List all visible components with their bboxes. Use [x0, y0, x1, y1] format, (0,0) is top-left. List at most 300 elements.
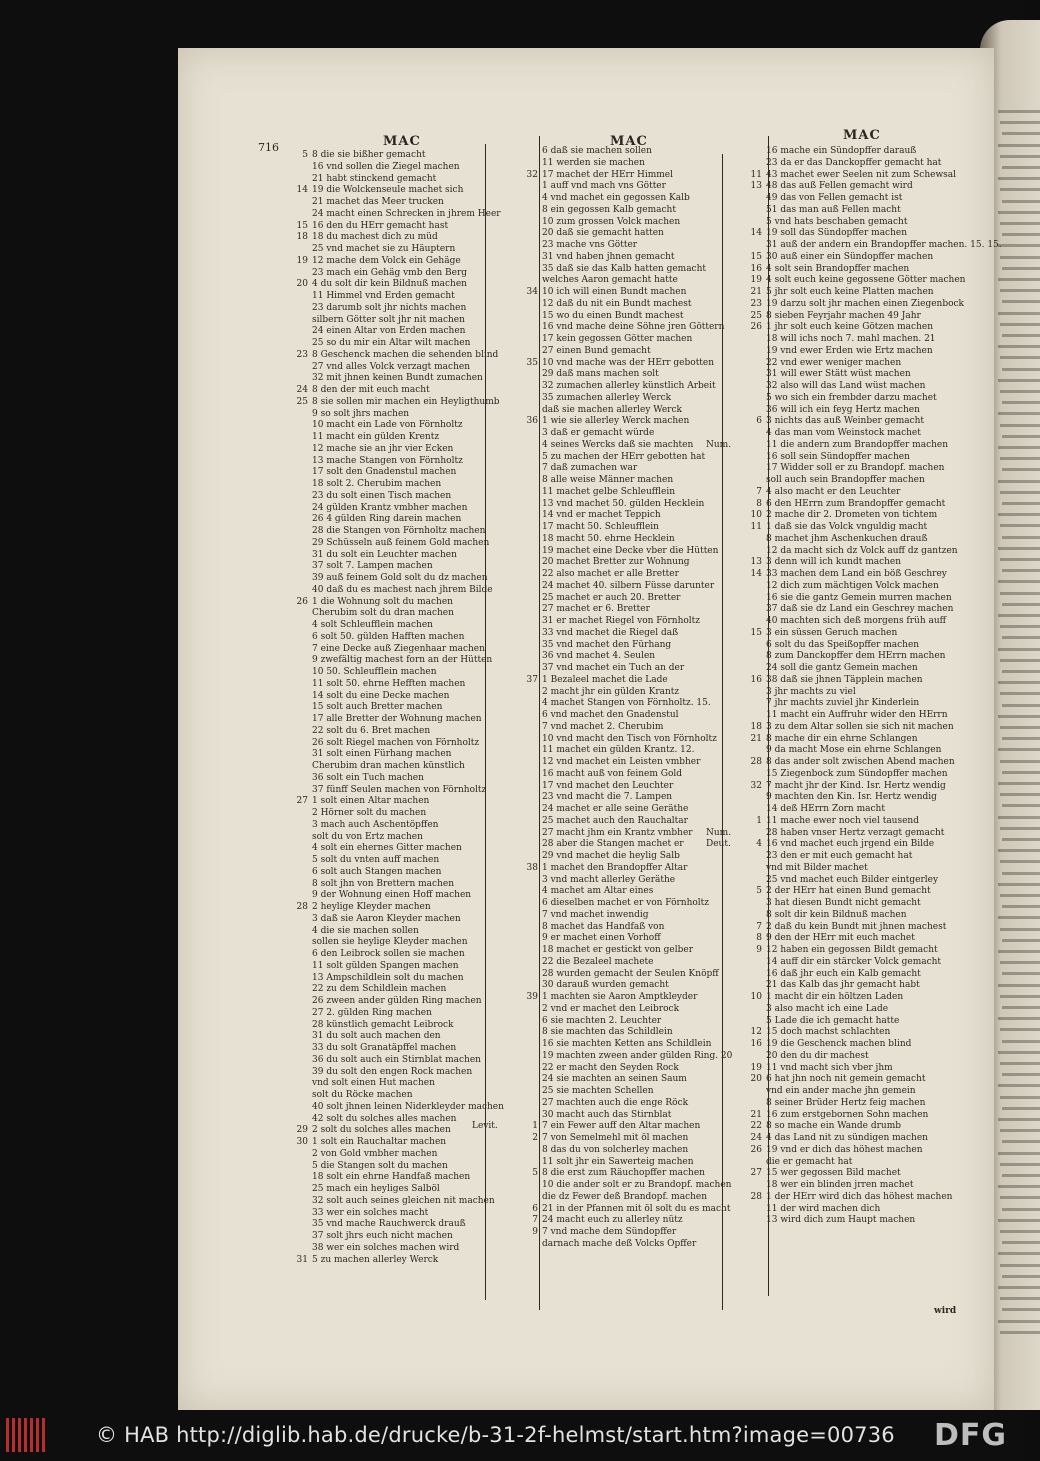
index-entry	[286, 208, 501, 221]
entry-text: 16 zum erstgebornen Sohn machen	[766, 1109, 929, 1120]
entry-text: 2 daß du kein Bundt mit jhnen machest	[766, 921, 947, 932]
chapter-number: 7	[756, 921, 762, 932]
entry-text: 37 solt 7. Lampen machen	[312, 561, 433, 572]
index-entry	[740, 722, 958, 734]
index-entry	[740, 416, 958, 428]
index-entry	[740, 158, 958, 170]
entry-text: 16 vnd machet euch jrgend ein Bilde	[766, 839, 935, 850]
entry-text: 29 daß mans machen solt	[542, 369, 659, 380]
entry-text: 26 4 gülden Ring darein machen	[312, 514, 462, 525]
index-entry	[516, 158, 720, 170]
entry-text: 1 die Wohnung solt du machen	[312, 596, 453, 607]
index-entry	[286, 926, 482, 938]
index-entry	[286, 914, 482, 926]
entry-text: 8 solt jhn von Brettern machen	[312, 878, 455, 889]
entry-text: 8 den der mit euch macht	[312, 385, 430, 395]
index-entry	[516, 933, 720, 945]
entry-text: 18 wer ein blinden jrren machet	[766, 1180, 914, 1190]
chapter-number: 39	[526, 992, 538, 1002]
index-entry	[516, 1239, 720, 1251]
index-entry	[516, 1133, 720, 1145]
index-entry	[286, 714, 482, 726]
entry-text: 11 Himmel vnd Erden gemacht	[312, 291, 455, 301]
index-entry	[516, 287, 720, 299]
index-entry	[516, 1145, 720, 1157]
index-entry	[286, 832, 482, 844]
index-entry	[740, 828, 958, 840]
entry-text: 30 auß einer ein Sündopffer machen	[766, 251, 934, 262]
entry-text: 39 du solt den engen Rock machen	[312, 1066, 473, 1077]
entry-text: 1 daß sie das Volck vnguldig macht	[766, 522, 928, 532]
index-entry	[740, 910, 958, 922]
index-entry	[516, 393, 720, 405]
entry-text: 4 vnd machet ein gegossen Kalb	[542, 193, 690, 203]
chapter-number: 21	[750, 1109, 762, 1120]
index-entry	[516, 416, 720, 428]
index-entry	[516, 170, 720, 182]
index-entry	[286, 503, 482, 515]
entry-text: 11 macht ein gülden Krentz	[312, 432, 440, 442]
chapter-number: 19	[750, 1062, 762, 1073]
index-entry	[286, 1149, 482, 1161]
index-entry	[286, 479, 482, 491]
entry-text: 40 daß du es machest nach jhrem Bilde	[312, 584, 493, 595]
chapter-number: 5	[756, 886, 762, 897]
entry-text: 23 mach ein Gehäg vmb den Berg	[312, 267, 468, 278]
entry-text: 4 das Land nit zu sündigen machen	[766, 1133, 928, 1143]
book-page	[178, 48, 1002, 1410]
entry-text: 1 wie sie allerley Werck machen	[542, 416, 690, 427]
chapter-number: 10	[750, 510, 762, 521]
entry-text: 8 alle weise Männer machen	[542, 475, 674, 485]
index-entry	[516, 804, 720, 816]
chapter-number: 28	[750, 757, 762, 767]
index-entry	[740, 358, 958, 370]
entry-text: 1 solt ein Rauchaltar machen	[312, 1137, 447, 1147]
index-entry	[740, 957, 958, 969]
index-entry	[516, 710, 720, 722]
index-entry	[516, 405, 720, 417]
index-entry	[740, 1063, 958, 1075]
chapter-number: 19	[750, 275, 762, 286]
entry-text: vnd solt einen Hut machen	[312, 1078, 435, 1089]
entry-text: 23 vnd macht die 7. Lampen	[542, 792, 673, 803]
entry-text: 12 da macht sich dz Volck auff dz gantzen	[766, 545, 958, 556]
index-entry	[286, 702, 482, 714]
entry-text: 19 darzu solt jhr machen einen Ziegenbock	[766, 298, 965, 309]
entry-text: 22 zu dem Schildlein machen	[312, 984, 447, 995]
entry-text: 7 jhr machts zuviel jhr Kinderlein	[766, 698, 920, 709]
entry-text: 24 machet 40. silbern Füsse darunter	[542, 580, 715, 591]
index-entry	[740, 1086, 958, 1098]
entry-text: 37 fünff Seulen machen von Förnholtz	[312, 784, 487, 795]
index-entry	[740, 1027, 958, 1039]
index-entry	[286, 843, 482, 855]
chapter-number: 5	[532, 1168, 538, 1179]
chapter-number: 25	[296, 396, 308, 407]
index-entry	[286, 514, 482, 526]
index-entry	[516, 604, 720, 616]
index-entry	[740, 1074, 958, 1086]
index-entry	[286, 679, 482, 691]
entry-text: 21 habt stinckend gemacht	[312, 173, 437, 184]
chapter-number: 11	[750, 522, 762, 532]
entry-text: 25 machet auch den Rauchaltar	[542, 815, 688, 826]
entry-text: 4 du solt dir kein Bildnuß machen	[312, 279, 467, 290]
entry-text: die er gemacht hat	[766, 1156, 853, 1167]
index-entry	[516, 898, 720, 910]
entry-text: 5 zu machen der HErr gebotten hat	[542, 451, 706, 462]
entry-text: 4 machet am Altar eines	[542, 886, 654, 897]
index-entry	[516, 499, 720, 511]
entry-text: 5 wo sich ein frembder darzu machet	[766, 392, 937, 403]
entry-text: Cherubim solt du dran machen	[312, 608, 454, 619]
entry-text: 27 vnd alles Volck verzagt machen	[312, 361, 470, 372]
index-entry	[516, 452, 720, 464]
index-entry	[516, 651, 720, 663]
entry-text: 27 macht jhm ein Krantz vmbher	[542, 827, 693, 838]
index-entry	[740, 252, 958, 264]
index-entry	[740, 781, 958, 793]
entry-text: 10 50. Schleufflein machen	[312, 667, 437, 677]
index-entry	[516, 569, 720, 581]
index-entry	[740, 839, 958, 851]
index-entry	[286, 855, 482, 867]
entry-text: 8 sieben Feyrjahr machen 49 Jahr	[766, 310, 921, 321]
entry-text: 9 so solt jhrs machen	[312, 408, 410, 419]
index-entry	[286, 1067, 482, 1079]
index-entry	[740, 675, 958, 687]
chapter-number: 20	[750, 1074, 762, 1085]
index-entry	[286, 643, 485, 656]
entry-text: 4 solt euch keine gegossene Götter machen	[766, 275, 966, 286]
index-entry	[516, 886, 720, 898]
entry-text: 2 vnd er machet den Leibrock	[542, 1003, 680, 1014]
index-entry	[286, 256, 482, 268]
index-entry	[286, 221, 482, 233]
entry-text: 35 vnd mache Rauchwerck drauß	[312, 1219, 466, 1230]
index-entry	[740, 240, 1002, 252]
entry-text: 11 werden sie machen	[542, 157, 645, 168]
index-entry	[516, 146, 720, 158]
entry-text: 8 das du von solcherley machen	[542, 1144, 689, 1155]
chapter-number: 27	[296, 796, 308, 807]
index-entry	[286, 444, 482, 456]
index-entry	[740, 663, 958, 675]
index-entry	[286, 738, 482, 750]
index-entry	[740, 205, 958, 217]
index-entry	[516, 358, 720, 370]
entry-text: 42 solt du solches alles machen	[312, 1113, 457, 1124]
index-entry	[740, 393, 958, 405]
index-entry	[516, 769, 720, 781]
entry-text: 19 vnd er dich das höhest machen	[766, 1144, 923, 1155]
book-label: Deut.	[706, 839, 731, 850]
index-entry	[740, 1168, 958, 1180]
index-entry	[286, 526, 486, 538]
index-entry	[516, 698, 720, 710]
index-entry	[516, 1086, 720, 1098]
index-entry	[286, 1114, 482, 1126]
index-entry	[740, 181, 958, 193]
index-entry	[740, 1157, 958, 1169]
entry-text: solt du Röcke machen	[312, 1090, 413, 1100]
index-entry	[740, 651, 958, 663]
entry-text: 18 solt ein ehrne Handfaß machen	[312, 1172, 471, 1183]
entry-text: 13 Ampschildlein solt du machen	[312, 972, 464, 983]
entry-text: 14 solt du eine Decke machen	[312, 690, 450, 701]
index-entry	[286, 409, 482, 421]
entry-text: 11 die andern zum Brandopffer machen	[766, 439, 949, 450]
entry-text: 20 daß sie gemacht hatten	[542, 228, 664, 239]
entry-text: 35 zumachen allerley Werck	[542, 392, 672, 403]
index-entry	[740, 581, 958, 593]
chapter-number: 28	[296, 902, 308, 912]
entry-text: silbern Götter solt jhr nit machen	[312, 314, 465, 325]
entry-text: 7 vnd machet inwendig	[542, 909, 649, 920]
entry-text: 38 daß sie jhnen Täpplein machen	[766, 674, 923, 685]
index-entry	[740, 146, 958, 158]
entry-text: 3 also macht ich eine Lade	[766, 1003, 889, 1014]
index-entry	[516, 863, 720, 875]
index-entry	[740, 593, 958, 605]
copyright-link[interactable]: © HAB http://diglib.hab.de/drucke/b-31-2f-helmst/start.htm?image=00736	[96, 1423, 895, 1447]
index-entry	[740, 734, 958, 746]
chapter-number: 34	[526, 287, 538, 297]
index-entry	[286, 197, 482, 209]
entry-text: 37 vnd machet ein Tuch an der	[542, 663, 685, 673]
entry-text: 48 das auß Fellen gemacht wird	[766, 181, 913, 192]
index-entry	[740, 1110, 958, 1122]
entry-text: 28 künstlich gemacht Leibrock	[312, 1019, 454, 1030]
index-entry	[740, 922, 958, 934]
index-entry	[740, 1004, 958, 1016]
index-entry	[286, 1137, 482, 1149]
index-entry	[516, 628, 720, 640]
entry-text: 3 vnd macht allerley Geräthe	[542, 874, 676, 885]
index-entry	[740, 557, 958, 569]
entry-text: 8 zum Danckopffer dem HErrn machen	[766, 651, 946, 662]
entry-text: 30 macht auch das Stirnblat	[542, 1109, 672, 1120]
entry-text: 24 sie machten an seinen Saum	[542, 1074, 687, 1085]
index-entry	[286, 561, 482, 573]
entry-text: 2 mache dir 2. Drometen von tichtem	[766, 510, 938, 521]
index-entry	[516, 1063, 720, 1075]
entry-text: 14 deß HErrn Zorn macht	[766, 804, 885, 814]
entry-text: 8 ein gegossen Kalb gemacht	[542, 204, 676, 215]
index-entry	[516, 910, 720, 922]
entry-text: 18 will ichs noch 7. mahl machen. 21	[766, 334, 936, 344]
index-entry	[740, 969, 958, 981]
index-entry	[286, 491, 482, 503]
index-entry	[740, 298, 965, 311]
entry-text: die dz Fewer deß Brandopf. machen	[542, 1191, 708, 1202]
index-entry	[286, 1208, 482, 1220]
index-entry	[286, 1090, 482, 1102]
chapter-number: 27	[750, 1168, 762, 1179]
index-entry	[286, 303, 482, 315]
index-entry	[740, 428, 958, 440]
index-entry	[740, 1192, 958, 1204]
entry-text: 7 vnd mache dem Sündopffer	[542, 1227, 677, 1237]
entry-text: 13 vnd machet 50. gülden Hecklein	[542, 498, 705, 509]
entry-text: 8 solt dir kein Bildnuß machen	[766, 909, 907, 920]
entry-text: 25 vnd machet euch Bilder eintgerley	[766, 874, 939, 885]
chapter-number: 7	[756, 486, 762, 497]
entry-text: 1 solt einen Altar machen	[312, 796, 430, 807]
entry-text: 24 macht einen Schrecken in jhrem Heer	[312, 208, 501, 219]
index-entry	[286, 1172, 482, 1184]
index-entry	[516, 1004, 720, 1016]
entry-text: 1 machten sie Aaron Amptkleyder	[542, 992, 698, 1002]
entry-text: 8 Geschenck machen die sehenden blind	[312, 349, 499, 360]
index-entry	[516, 687, 720, 699]
entry-text: sollen sie heylige Kleyder machen	[312, 937, 468, 948]
index-entry	[740, 275, 966, 287]
index-entry	[286, 1031, 482, 1043]
entry-text: 1 jhr solt euch keine Götzen machen	[766, 322, 934, 333]
entry-text: 1 macht dir ein höltzen Laden	[766, 992, 904, 1002]
entry-text: 9 er machet einen Vorhoff	[542, 933, 661, 944]
entry-text: 15 wer gegossen Bild machet	[766, 1168, 901, 1179]
index-entry	[740, 698, 958, 710]
entry-text: 25 sie machten Schellen	[542, 1086, 654, 1096]
index-entry	[516, 369, 720, 381]
index-entry	[286, 420, 482, 432]
entry-text: 5 jhr solt euch keine Platten machen	[766, 287, 934, 297]
index-entry	[740, 264, 958, 276]
entry-text: 10 die ander solt er zu Brandopf. machen	[542, 1180, 732, 1190]
index-entry	[286, 385, 482, 397]
index-entry	[740, 851, 958, 863]
index-entry	[286, 1195, 495, 1208]
entry-text: 19 soll das Sündopffer machen	[766, 228, 908, 239]
index-entry	[286, 1255, 482, 1267]
entry-text: 31 will ewer Stätt wüst machen	[766, 369, 911, 380]
entry-text: 12 daß du nit ein Bundt machest	[542, 298, 692, 309]
hab-logo-icon[interactable]	[6, 1418, 48, 1452]
index-entry	[740, 311, 958, 323]
entry-text: 23 darumb solt jhr nichts machen	[312, 302, 467, 313]
index-entry	[286, 1078, 482, 1090]
entry-text: 32 also will das Land wüst machen	[766, 381, 926, 391]
entry-text: 24 machet er alle seine Geräthe	[542, 804, 689, 814]
index-entry	[740, 863, 958, 875]
entry-text: 36 vnd machet 4. Seulen	[542, 651, 656, 662]
entry-text: 15 doch machst schlachten	[766, 1027, 891, 1038]
index-entry	[516, 1192, 720, 1204]
index-entry	[286, 608, 482, 620]
index-entry	[516, 593, 720, 605]
index-entry	[286, 232, 482, 244]
entry-text: daß sie machen allerley Werck	[542, 404, 682, 415]
entry-text: 16 sie machten Ketten ans Schildlein	[542, 1039, 712, 1049]
entry-text: 43 machet ewer Seelen nit zum Schewsal	[766, 169, 957, 180]
entry-text: 4 seines Wercks daß sie machten	[542, 439, 694, 450]
index-entry	[286, 573, 488, 585]
index-entry	[740, 757, 958, 769]
chapter-number: 2	[532, 1133, 538, 1143]
entry-text: 3 mach auch Aschentöpffen	[312, 819, 439, 830]
entry-text: 9 der Wohnung einen Hoff machen	[312, 890, 472, 901]
index-entry	[286, 362, 482, 374]
index-entry	[516, 440, 720, 452]
entry-text: 22 die Bezaleel machete	[542, 956, 654, 967]
chapter-number: 32	[750, 780, 762, 791]
entry-text: 32 solt auch seines gleichen nit machen	[312, 1195, 495, 1206]
index-entry	[740, 381, 958, 393]
chapter-number: 38	[526, 862, 538, 873]
entry-text: 36 solt ein Tuch machen	[312, 772, 424, 783]
entry-text: 20 den du dir machest	[766, 1050, 869, 1061]
entry-text: darnach mache deß Volcks Opffer	[542, 1238, 697, 1249]
entry-text: 31 du solt ein Leuchter machen	[312, 549, 457, 560]
chapter-number: 31	[296, 1254, 308, 1265]
index-entry	[286, 456, 482, 468]
entry-text: 23 da er das Danckopffer gemacht hat	[766, 157, 942, 168]
chapter-number: 32	[526, 169, 538, 180]
entry-text: 5 vnd hats beschaben gemacht	[766, 216, 908, 227]
index-entry	[286, 784, 487, 797]
index-entry	[286, 749, 482, 761]
index-entry	[740, 1215, 958, 1227]
chapter-number: 11	[750, 169, 762, 180]
entry-text: 32 zumachen allerley künstlich Arbeit	[542, 381, 716, 391]
chapter-number: 36	[526, 416, 538, 427]
entry-text: 4 das man vom Weinstock machet	[766, 428, 921, 438]
index-entry	[286, 185, 482, 197]
index-entry	[286, 1008, 482, 1020]
entry-text: 31 auß der andern ein Brandopffer machen. 15. 15.	[766, 240, 1002, 250]
index-entry	[516, 1074, 720, 1086]
entry-text: 19 die Wolckenseule machet sich	[312, 185, 464, 196]
chapter-number: 14	[296, 185, 308, 196]
index-entry	[740, 193, 958, 205]
chapter-number: 23	[296, 349, 308, 360]
entry-text: 5 Lade die ich gemacht hatte	[766, 1015, 900, 1026]
index-entry	[286, 961, 482, 973]
chapter-number: 29	[296, 1125, 308, 1136]
index-entry	[516, 828, 720, 840]
entry-text: 18 machet er gestickt von gelber	[542, 945, 694, 955]
index-entry	[516, 228, 720, 240]
entry-text: 25 machet er auch 20. Bretter	[542, 592, 681, 603]
entry-text: 6 solt du das Speißopffer machen	[766, 639, 920, 650]
index-entry	[516, 734, 720, 746]
chapter-number: 26	[750, 322, 762, 333]
index-entry	[286, 902, 482, 914]
entry-text: 22 vnd ewer weniger machen	[766, 357, 902, 368]
index-entry	[516, 334, 720, 346]
index-entry	[516, 193, 720, 205]
index-entry	[740, 945, 958, 957]
entry-text: 12 mache sie an jhr vier Ecken	[312, 443, 454, 454]
entry-text: 6 den Leibrock sollen sie machen	[312, 949, 465, 959]
entry-text: 29 Schüsseln auß feinem Gold machen	[312, 537, 490, 548]
entry-text: 8 die erst zum Räuchopffer machen	[542, 1168, 705, 1179]
index-entry	[286, 1184, 482, 1196]
index-entry	[516, 745, 720, 757]
entry-text: 36 du solt auch ein Stirnblat machen	[312, 1054, 481, 1065]
index-entry	[516, 1016, 720, 1028]
entry-text: 14 vnd er machet Teppich	[542, 510, 661, 521]
index-entry	[286, 773, 482, 785]
entry-text: 21 machet das Meer trucken	[312, 197, 444, 207]
entry-text: 27 einen Bund gemacht	[542, 345, 651, 356]
index-entry	[516, 381, 720, 393]
entry-text: 27 machten auch die enge Röck	[542, 1097, 689, 1108]
entry-text: 3 denn will ich kundt machen	[766, 557, 902, 568]
